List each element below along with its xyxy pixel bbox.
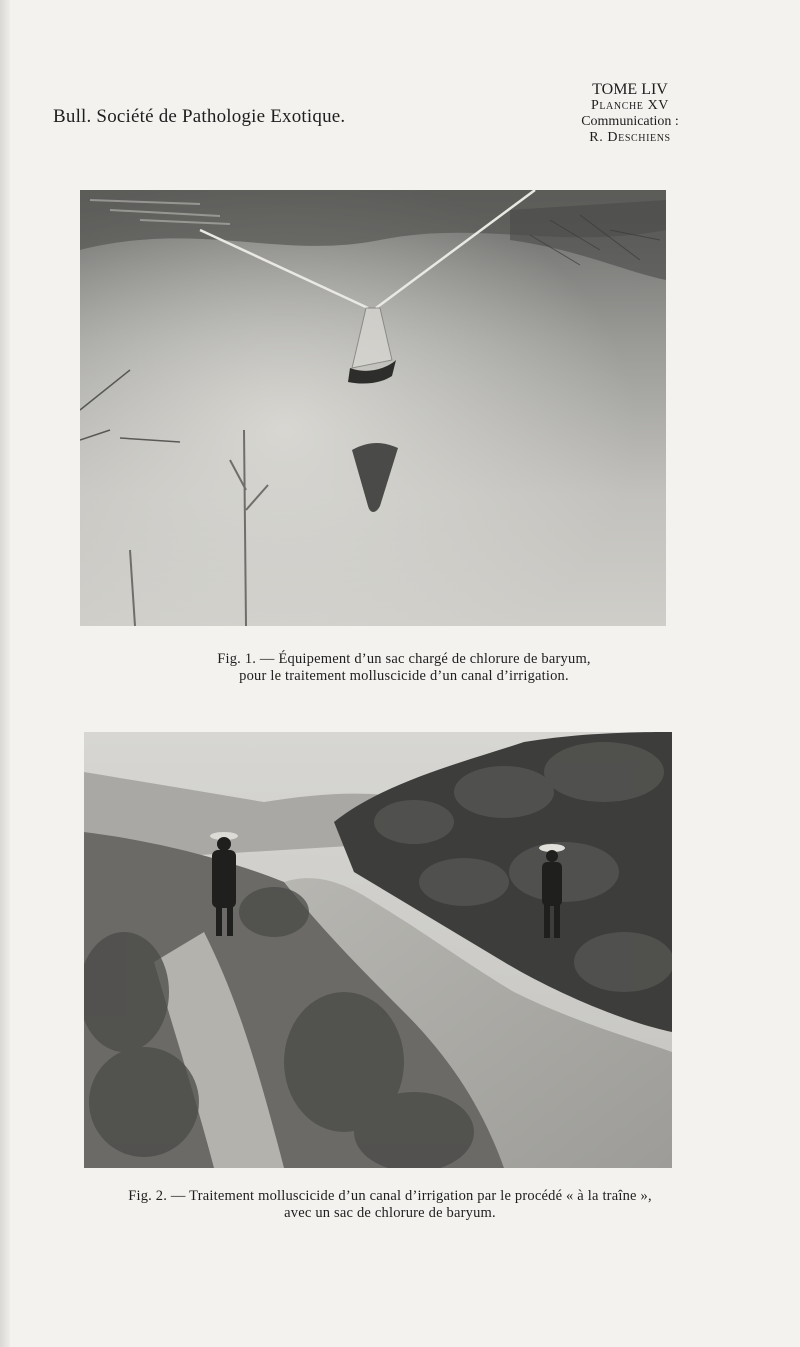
figure-2-caption-line-1: Fig. 2. — Traitement molluscicide d’un canal d’irrigation par le procédé « à la traîne », xyxy=(128,1188,652,1204)
canal-sack-image xyxy=(80,190,666,626)
journal-title: Bull. Société de Pathologie Exotique. xyxy=(53,106,346,127)
figure-2-photo xyxy=(84,732,672,1168)
communication-label: Communication : xyxy=(581,114,679,129)
figure-2-caption-line-2: avec un sac de chlorure de baryum. xyxy=(284,1205,496,1221)
figure-1-caption-line-2: pour le traitement molluscicide d’un canal d’irrigation. xyxy=(239,668,569,684)
figure-2-caption xyxy=(0,1188,790,1222)
figure-1-caption xyxy=(4,651,800,685)
canal-treatment-image xyxy=(84,732,672,1168)
plate-info xyxy=(581,82,679,146)
figure-1-photo xyxy=(80,190,666,626)
tome-number: TOME LIV xyxy=(592,81,668,98)
author-name: R. Deschiens xyxy=(589,130,671,145)
figure-1-caption-line-1: Fig. 1. — Équipement d’un sac chargé de chlorure de baryum, xyxy=(217,651,591,667)
plate-number: Planche XV xyxy=(590,98,670,113)
